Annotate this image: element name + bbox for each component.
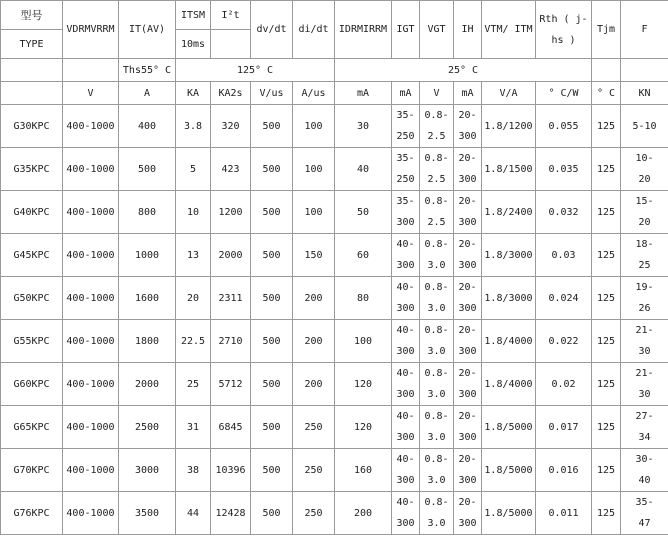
vgt-line-2: 3.0 (427, 475, 446, 486)
type-cell: G76KPC (1, 492, 63, 535)
tjm-cell: 125 (592, 277, 621, 320)
tjm-cell: 125 (592, 320, 621, 363)
vtm-cell: 1.8/2400 (482, 191, 536, 234)
condition-25c: 25° C (335, 59, 592, 82)
vgt-cell (420, 492, 454, 535)
f-line-2: 34 (638, 432, 651, 443)
igt-line-1: 40- (396, 325, 415, 336)
dvdt-header: dv/dt (251, 1, 293, 59)
ih-line-1: 20- (458, 282, 477, 293)
vgt-line-2: 3.0 (427, 303, 446, 314)
igt-cell (392, 406, 420, 449)
ih-line-1: 20- (458, 497, 477, 508)
type-cell: G30KPC (1, 105, 63, 148)
tjm-cell: 125 (592, 406, 621, 449)
vgt-cell (420, 148, 454, 191)
ih-line-2: 300 (458, 475, 477, 486)
unit-cell: V/us (251, 82, 293, 105)
table-row (1, 492, 668, 535)
condition-empty (63, 59, 119, 82)
vgt-line-2: 3.0 (427, 346, 446, 357)
vgt-cell (420, 320, 454, 363)
igt-cell (392, 492, 420, 535)
i2t-cell: 6845 (211, 406, 251, 449)
f-line-2: 20 (638, 217, 651, 228)
tjm-cell: 125 (592, 363, 621, 406)
ih-line-1: 20- (458, 239, 477, 250)
igt-line-1: 35- (396, 196, 415, 207)
igt-line-1: 40- (396, 497, 415, 508)
itsm-cell: 38 (176, 449, 211, 492)
it-cell: 1600 (119, 277, 176, 320)
vgt-line-1: 0.8- (424, 110, 449, 121)
i2t-cell: 10396 (211, 449, 251, 492)
type-cell: G35KPC (1, 148, 63, 191)
vgt-line-1: 0.8- (424, 196, 449, 207)
type-cell: G50KPC (1, 277, 63, 320)
idrm-cell: 60 (335, 234, 392, 277)
it-cell: 3000 (119, 449, 176, 492)
unit-cell: mA (454, 82, 482, 105)
f-cell (621, 234, 668, 277)
igt-cell (392, 363, 420, 406)
it-cell: 2500 (119, 406, 176, 449)
unit-cell: KN (621, 82, 668, 105)
vdrm-cell: 400-1000 (63, 406, 119, 449)
ih-line-1: 20- (458, 110, 477, 121)
vdrm-header: VDRMVRRM (63, 1, 119, 59)
f-line-1: 10- (635, 153, 654, 164)
igt-line-2: 300 (396, 432, 415, 443)
ih-header: IH (454, 1, 482, 59)
it-cell: 1000 (119, 234, 176, 277)
rth-header: Rth ( j-hs ) (536, 1, 592, 59)
f-line-2: 25 (638, 260, 651, 271)
ih-cell (454, 277, 482, 320)
f-line-1: 19- (635, 282, 654, 293)
vdrm-cell: 400-1000 (63, 277, 119, 320)
vgt-line-1: 0.8- (424, 282, 449, 293)
idrm-cell: 40 (335, 148, 392, 191)
ih-cell (454, 234, 482, 277)
igt-cell (392, 148, 420, 191)
f-header: F (621, 1, 668, 59)
ih-line-2: 300 (458, 346, 477, 357)
table-row (1, 234, 668, 277)
vgt-line-2: 2.5 (427, 174, 446, 185)
vdrm-cell: 400-1000 (63, 492, 119, 535)
didt-cell: 100 (293, 148, 335, 191)
f-line-1: 21- (635, 325, 654, 336)
type-header: TYPE (1, 30, 63, 59)
rth-cell: 0.02 (536, 363, 592, 406)
table-row (1, 277, 668, 320)
rth-cell: 0.011 (536, 492, 592, 535)
itsm-cell: 22.5 (176, 320, 211, 363)
vgt-line-1: 0.8- (424, 411, 449, 422)
f-cell (621, 363, 668, 406)
dvdt-cell: 500 (251, 492, 293, 535)
vdrm-cell: 400-1000 (63, 148, 119, 191)
i2t-cell: 12428 (211, 492, 251, 535)
idrm-cell: 120 (335, 406, 392, 449)
unit-cell: V/A (482, 82, 536, 105)
vgt-cell (420, 277, 454, 320)
didt-cell: 100 (293, 105, 335, 148)
igt-line-1: 40- (396, 282, 415, 293)
idrm-cell: 80 (335, 277, 392, 320)
vgt-line-2: 3.0 (427, 518, 446, 529)
igt-line-1: 40- (396, 411, 415, 422)
ih-cell (454, 320, 482, 363)
unit-cell: V (63, 82, 119, 105)
vgt-line-2: 2.5 (427, 217, 446, 228)
ih-line-2: 300 (458, 260, 477, 271)
table-row (1, 191, 668, 234)
f-line-1: 30- (635, 454, 654, 465)
tjm-cell: 125 (592, 148, 621, 191)
igt-header: IGT (392, 1, 420, 59)
unit-cell: A/us (293, 82, 335, 105)
igt-line-2: 300 (396, 475, 415, 486)
vtm-cell: 1.8/3000 (482, 277, 536, 320)
didt-cell: 250 (293, 492, 335, 535)
vgt-cell (420, 406, 454, 449)
dvdt-cell: 500 (251, 320, 293, 363)
dvdt-cell: 500 (251, 148, 293, 191)
ih-cell (454, 191, 482, 234)
f-cell (621, 492, 668, 535)
condition-empty (592, 59, 621, 82)
it-cell: 1800 (119, 320, 176, 363)
ih-cell (454, 449, 482, 492)
idrm-cell: 100 (335, 320, 392, 363)
table-row (1, 406, 668, 449)
it-cell: 500 (119, 148, 176, 191)
vgt-cell (420, 363, 454, 406)
vdrm-cell: 400-1000 (63, 191, 119, 234)
vgt-line-1: 0.8- (424, 497, 449, 508)
type-cell: G55KPC (1, 320, 63, 363)
idrm-cell: 120 (335, 363, 392, 406)
f-cell (621, 191, 668, 234)
didt-cell: 200 (293, 363, 335, 406)
igt-line-1: 40- (396, 239, 415, 250)
rth-cell: 0.016 (536, 449, 592, 492)
rth-cell: 0.022 (536, 320, 592, 363)
itsm-sub-header: 10ms (176, 30, 211, 59)
tjm-cell: 125 (592, 105, 621, 148)
type-cell: G45KPC (1, 234, 63, 277)
unit-empty (1, 82, 63, 105)
table-row (1, 148, 668, 191)
dvdt-cell: 500 (251, 406, 293, 449)
f-cell (621, 320, 668, 363)
didt-cell: 250 (293, 406, 335, 449)
dvdt-cell: 500 (251, 191, 293, 234)
type-cell: G70KPC (1, 449, 63, 492)
igt-line-2: 300 (396, 260, 415, 271)
unit-cell: mA (335, 82, 392, 105)
ih-line-1: 20- (458, 368, 477, 379)
f-cell (621, 406, 668, 449)
dvdt-cell: 500 (251, 105, 293, 148)
igt-cell (392, 277, 420, 320)
f-line-1: 27- (635, 411, 654, 422)
vtm-cell: 1.8/4000 (482, 363, 536, 406)
itsm-cell: 3.8 (176, 105, 211, 148)
i2t-cell: 5712 (211, 363, 251, 406)
didt-cell: 200 (293, 320, 335, 363)
vtm-cell: 1.8/1200 (482, 105, 536, 148)
idrm-cell: 160 (335, 449, 392, 492)
itsm-cell: 20 (176, 277, 211, 320)
tjm-cell: 125 (592, 449, 621, 492)
unit-cell: KA2s (211, 82, 251, 105)
f-line-2: 20 (638, 174, 651, 185)
tjm-cell: 125 (592, 191, 621, 234)
i2t-cell: 1200 (211, 191, 251, 234)
f-line-2: 30 (638, 346, 651, 357)
vgt-line-1: 0.8- (424, 325, 449, 336)
model-cn-header: 型号 (1, 1, 63, 30)
i2t-cell: 423 (211, 148, 251, 191)
igt-cell (392, 105, 420, 148)
rth-cell: 0.055 (536, 105, 592, 148)
vdrm-cell: 400-1000 (63, 234, 119, 277)
dvdt-cell: 500 (251, 234, 293, 277)
ih-line-2: 300 (458, 518, 477, 529)
vgt-line-2: 3.0 (427, 432, 446, 443)
i2t-cell: 2710 (211, 320, 251, 363)
condition-empty (621, 59, 668, 82)
igt-cell (392, 191, 420, 234)
vgt-line-1: 0.8- (424, 153, 449, 164)
ih-cell (454, 492, 482, 535)
itsm-cell: 44 (176, 492, 211, 535)
i2t-sub-header (211, 30, 251, 59)
vgt-line-2: 3.0 (427, 389, 446, 400)
igt-cell (392, 234, 420, 277)
didt-cell: 150 (293, 234, 335, 277)
vgt-cell (420, 105, 454, 148)
itsm-cell: 13 (176, 234, 211, 277)
ih-line-1: 20- (458, 196, 477, 207)
i2t-header: I²t (211, 1, 251, 30)
unit-cell: V (420, 82, 454, 105)
f-line-1: 18- (635, 239, 654, 250)
f-line-1: 21- (635, 368, 654, 379)
f-line-2: 30 (638, 389, 651, 400)
type-cell: G65KPC (1, 406, 63, 449)
unit-cell: A (119, 82, 176, 105)
dvdt-cell: 500 (251, 363, 293, 406)
ih-cell (454, 363, 482, 406)
table-row (1, 363, 668, 406)
ih-line-1: 20- (458, 411, 477, 422)
vgt-line-1: 0.8- (424, 239, 449, 250)
igt-line-2: 300 (396, 389, 415, 400)
igt-line-1: 40- (396, 368, 415, 379)
igt-line-2: 300 (396, 518, 415, 529)
f-cell (621, 105, 668, 148)
vdrm-cell: 400-1000 (63, 449, 119, 492)
idrm-cell: 30 (335, 105, 392, 148)
it-cell: 2000 (119, 363, 176, 406)
condition-125c: 125° C (176, 59, 335, 82)
vgt-line-1: 0.8- (424, 368, 449, 379)
vtm-cell: 1.8/5000 (482, 449, 536, 492)
table-row (1, 449, 668, 492)
itsm-cell: 31 (176, 406, 211, 449)
type-cell: G60KPC (1, 363, 63, 406)
vgt-cell (420, 191, 454, 234)
itsm-cell: 10 (176, 191, 211, 234)
ih-line-1: 20- (458, 153, 477, 164)
f-line-1: 5-10 (632, 120, 657, 132)
unit-cell: mA (392, 82, 420, 105)
f-cell (621, 277, 668, 320)
vgt-cell (420, 449, 454, 492)
igt-line-2: 300 (396, 303, 415, 314)
rth-cell: 0.017 (536, 406, 592, 449)
vtm-cell: 1.8/3000 (482, 234, 536, 277)
igt-cell (392, 320, 420, 363)
dvdt-cell: 500 (251, 277, 293, 320)
idrm-cell: 200 (335, 492, 392, 535)
rth-cell: 0.035 (536, 148, 592, 191)
vgt-header: VGT (420, 1, 454, 59)
igt-line-2: 300 (396, 346, 415, 357)
ih-line-2: 300 (458, 432, 477, 443)
ih-line-2: 300 (458, 389, 477, 400)
didt-cell: 250 (293, 449, 335, 492)
vgt-cell (420, 234, 454, 277)
rth-cell: 0.032 (536, 191, 592, 234)
it-header: IT(AV) (119, 1, 176, 59)
it-cell: 800 (119, 191, 176, 234)
tjm-header: Tjm (592, 1, 621, 59)
ih-line-1: 20- (458, 454, 477, 465)
igt-line-1: 40- (396, 454, 415, 465)
didt-header: di/dt (293, 1, 335, 59)
condition-empty (1, 59, 63, 82)
vgt-line-2: 3.0 (427, 260, 446, 271)
ih-cell (454, 406, 482, 449)
vdrm-cell: 400-1000 (63, 105, 119, 148)
itsm-header: ITSM (176, 1, 211, 30)
f-cell (621, 449, 668, 492)
igt-line-2: 300 (396, 217, 415, 228)
condition-ths: Ths55° C (119, 59, 176, 82)
didt-cell: 200 (293, 277, 335, 320)
igt-line-2: 250 (396, 174, 415, 185)
unit-cell: KA (176, 82, 211, 105)
igt-line-1: 35- (396, 153, 415, 164)
f-line-2: 47 (638, 518, 651, 529)
didt-cell: 100 (293, 191, 335, 234)
vtm-cell: 1.8/5000 (482, 406, 536, 449)
vdrm-cell: 400-1000 (63, 320, 119, 363)
tjm-cell: 125 (592, 492, 621, 535)
ih-cell (454, 148, 482, 191)
ih-line-1: 20- (458, 325, 477, 336)
vtm-cell: 1.8/1500 (482, 148, 536, 191)
i2t-cell: 2311 (211, 277, 251, 320)
igt-cell (392, 449, 420, 492)
ih-line-2: 300 (458, 131, 477, 142)
f-cell (621, 148, 668, 191)
table-row (1, 105, 668, 148)
f-line-1: 35- (635, 497, 654, 508)
idrm-cell: 50 (335, 191, 392, 234)
vtm-cell: 1.8/5000 (482, 492, 536, 535)
rth-cell: 0.024 (536, 277, 592, 320)
ih-line-2: 300 (458, 217, 477, 228)
vtm-cell: 1.8/4000 (482, 320, 536, 363)
vgt-line-1: 0.8- (424, 454, 449, 465)
f-line-1: 15- (635, 196, 654, 207)
unit-cell: ° C (592, 82, 621, 105)
ih-line-2: 300 (458, 174, 477, 185)
i2t-cell: 2000 (211, 234, 251, 277)
table-row (1, 320, 668, 363)
ih-line-2: 300 (458, 303, 477, 314)
igt-line-2: 250 (396, 131, 415, 142)
idrm-header: IDRMIRRM (335, 1, 392, 59)
it-cell: 3500 (119, 492, 176, 535)
vdrm-cell: 400-1000 (63, 363, 119, 406)
vtm-header: VTM/ ITM (482, 1, 536, 59)
ih-cell (454, 105, 482, 148)
it-cell: 400 (119, 105, 176, 148)
type-cell: G40KPC (1, 191, 63, 234)
itsm-cell: 25 (176, 363, 211, 406)
i2t-cell: 320 (211, 105, 251, 148)
rth-cell: 0.03 (536, 234, 592, 277)
unit-cell: ° C/W (536, 82, 592, 105)
f-line-2: 40 (638, 475, 651, 486)
igt-line-1: 35- (396, 110, 415, 121)
dvdt-cell: 500 (251, 449, 293, 492)
vgt-line-2: 2.5 (427, 131, 446, 142)
tjm-cell: 125 (592, 234, 621, 277)
f-line-2: 26 (638, 303, 651, 314)
itsm-cell: 5 (176, 148, 211, 191)
